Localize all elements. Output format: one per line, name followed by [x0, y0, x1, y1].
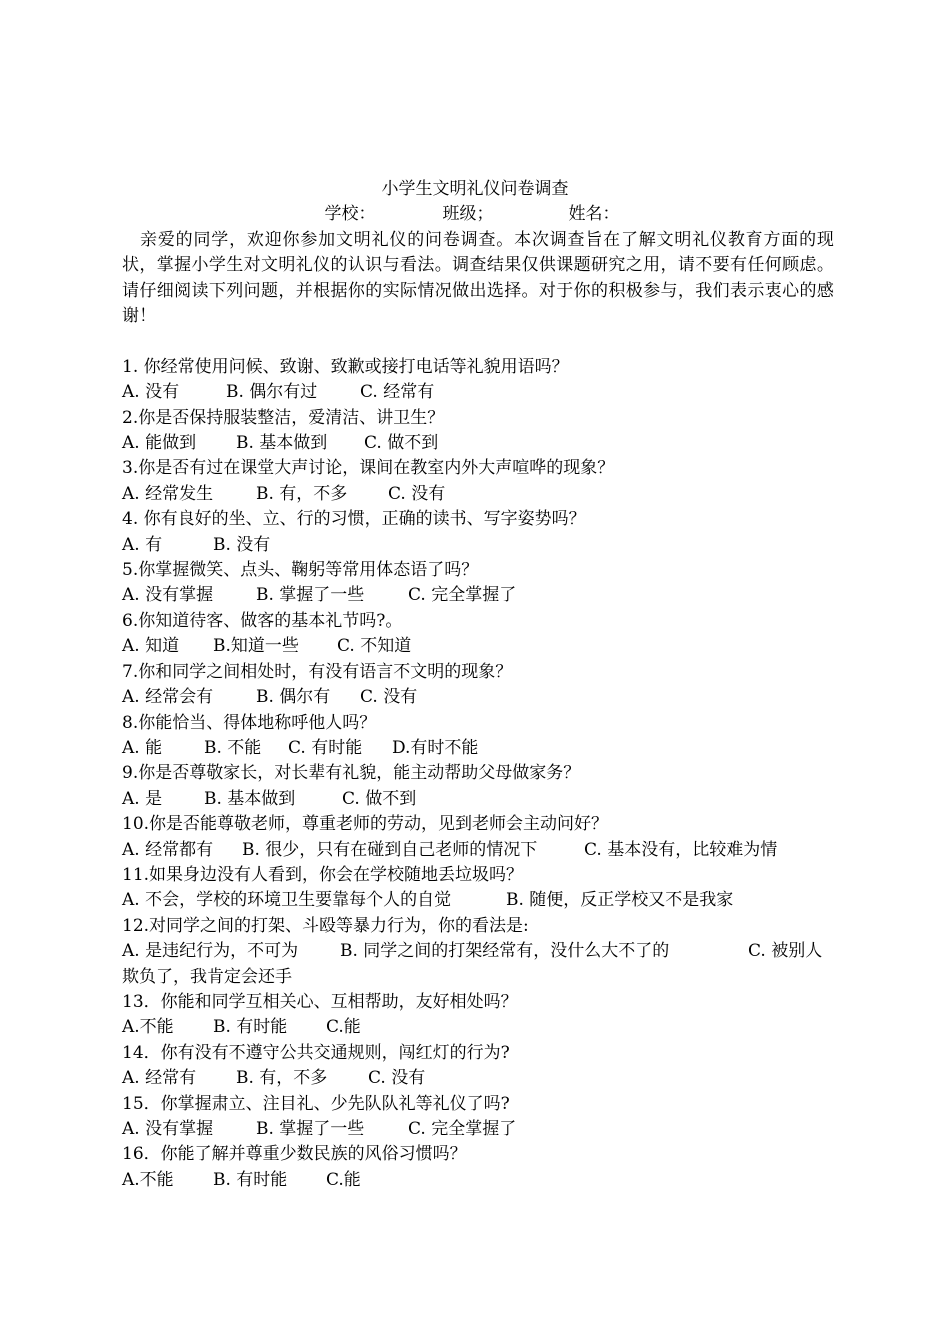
options-16	[122, 1168, 834, 1193]
option[interactable]: A. 经常会有	[122, 687, 214, 708]
option[interactable]: D.有时不能	[392, 737, 479, 758]
option[interactable]: B. 没有	[213, 534, 271, 555]
document-content	[122, 177, 834, 1193]
option[interactable]: A. 能做到	[122, 433, 197, 454]
name-label: 姓名：	[568, 204, 620, 225]
option[interactable]: A. 是违纪行为，不可为	[122, 941, 299, 962]
option[interactable]: C. 被别人欺负了，我肯定会还手	[122, 941, 823, 987]
option[interactable]: B. 基本做到	[204, 788, 296, 809]
option[interactable]: A.不能	[122, 1169, 174, 1190]
option[interactable]: C.能	[326, 1017, 361, 1038]
option[interactable]: B. 基本做到	[236, 433, 328, 454]
option[interactable]: C. 经常有	[360, 382, 435, 403]
question-8: 8.你能恰当、得体地称呼他人吗？	[122, 712, 377, 733]
school-label: 学校：	[324, 204, 376, 225]
option[interactable]: A. 知道	[122, 636, 180, 657]
option[interactable]: B. 有，不多	[236, 1068, 328, 1089]
option[interactable]: C.能	[326, 1169, 361, 1190]
option[interactable]: A. 经常发生	[122, 483, 214, 504]
options-12	[122, 939, 834, 990]
option[interactable]: A. 没有掌握	[122, 1119, 214, 1140]
option[interactable]: C. 没有	[388, 483, 446, 504]
question-1: 1. 你经常使用问候、致谢、致歉或接打电话等礼貌用语吗？	[122, 356, 569, 377]
question-3: 3.你是否有过在课堂大声讨论，课间在教室内外大声喧哗的现象？	[122, 458, 615, 479]
option[interactable]: B. 掌握了一些	[256, 585, 365, 606]
option[interactable]: A. 是	[122, 788, 163, 809]
options-9	[122, 787, 834, 812]
option[interactable]: C. 做不到	[364, 433, 439, 454]
option[interactable]: C. 做不到	[342, 788, 417, 809]
option[interactable]: A. 经常有	[122, 1068, 197, 1089]
option[interactable]: C. 完全掌握了	[408, 585, 517, 606]
option[interactable]: A. 能	[122, 737, 163, 758]
options-14	[122, 1066, 834, 1091]
option[interactable]: C. 没有	[360, 687, 418, 708]
option[interactable]: C. 没有	[368, 1068, 426, 1089]
document-title: 小学生文明礼仪问卷调查	[381, 179, 569, 199]
options-4	[122, 533, 834, 558]
option[interactable]: C. 不知道	[337, 636, 412, 657]
option[interactable]: B. 不能	[204, 737, 262, 758]
options-6	[122, 634, 834, 659]
option[interactable]: C. 有时能	[288, 737, 363, 758]
option[interactable]: A. 经常都有	[122, 839, 214, 860]
option[interactable]: C. 基本没有，比较难为情	[584, 839, 778, 860]
question-5: 5.你掌握微笑、点头、鞠躬等常用体态语了吗？	[122, 560, 479, 581]
options-13	[122, 1015, 834, 1040]
options-11	[122, 888, 834, 913]
spacer	[122, 329, 834, 354]
options-15	[122, 1117, 834, 1142]
options-3	[122, 482, 834, 507]
option[interactable]: B. 有时能	[213, 1169, 288, 1190]
option[interactable]: A. 没有掌握	[122, 585, 214, 606]
option[interactable]: A. 不会，学校的环境卫生要靠每个人的自觉	[122, 890, 452, 911]
option[interactable]: B. 掌握了一些	[256, 1119, 365, 1140]
question-4: 4. 你有良好的坐、立、行的习惯，正确的读书、写字姿势吗？	[122, 509, 586, 530]
question-9: 9.你是否尊敬家长，对长辈有礼貌，能主动帮助父母做家务？	[122, 763, 581, 784]
intro-paragraph: 亲爱的同学，欢迎你参加文明礼仪的问卷调查。本次调查旨在了解文明礼仪教育方面的现状，掌握小学生对文明礼仪的认识与看法。调查结果仅供课题研究之用，请不要有任何顾虑。请仔细阅读下列问题，并根据你的实际情况做出选择。对于你的积极参与，我们表示衷心的感谢！	[122, 229, 834, 327]
question-12: 12.对同学之间的打架、斗殴等暴力行为，你的看法是:	[122, 915, 529, 936]
option[interactable]: A. 没有	[122, 382, 180, 403]
option[interactable]: B. 随便，反正学校又不是我家	[506, 890, 734, 911]
options-7	[122, 685, 834, 710]
options-5	[122, 583, 834, 608]
question-13: 13．你能和同学互相关心、互相帮助，友好相处吗？	[122, 991, 518, 1012]
question-16: 16．你能了解并尊重少数民族的风俗习惯吗？	[122, 1144, 467, 1165]
option[interactable]: B. 偶尔有	[256, 687, 331, 708]
option[interactable]: B.知道一些	[213, 636, 299, 657]
question-2: 2.你是否保持服装整洁，爱清洁、讲卫生？	[122, 407, 445, 428]
option[interactable]: A.不能	[122, 1017, 174, 1038]
student-info-line	[110, 202, 834, 227]
question-10: 10.你是否能尊敬老师，尊重老师的劳动，见到老师会主动问好？	[122, 814, 609, 835]
class-label: 班级；	[442, 204, 494, 225]
option[interactable]: B. 很少，只有在碰到自己老师的情况下	[242, 839, 538, 860]
option[interactable]: B. 有，不多	[256, 483, 348, 504]
question-11: 11.如果身边没有人看到，你会在学校随地丢垃圾吗？	[122, 864, 524, 885]
option[interactable]: B. 有时能	[213, 1017, 288, 1038]
question-14: 14．你有没有不遵守公共交通规则，闯红灯的行为?	[122, 1042, 510, 1063]
option[interactable]: B. 同学之间的打架经常有，没什么大不了的	[340, 941, 670, 962]
options-2	[122, 431, 834, 456]
options-1	[122, 380, 834, 405]
option[interactable]: A. 有	[122, 534, 163, 555]
options-8	[122, 736, 834, 761]
options-10	[122, 838, 834, 863]
option[interactable]: B. 偶尔有过	[226, 382, 318, 403]
question-6: 6.你知道待客、做客的基本礼节吗?。	[122, 610, 403, 631]
question-15: 15．你掌握肃立、注目礼、少先队队礼等礼仪了吗?	[122, 1093, 510, 1114]
question-7: 7.你和同学之间相处时，有没有语言不文明的现象？	[122, 661, 513, 682]
option[interactable]: C. 完全掌握了	[408, 1119, 517, 1140]
